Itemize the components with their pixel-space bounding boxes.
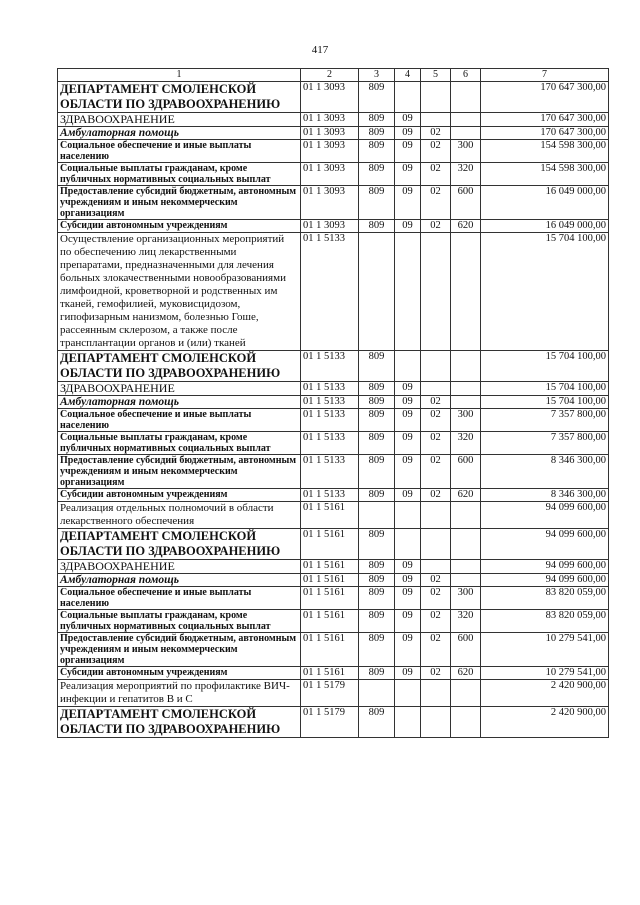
subsection-code xyxy=(421,233,451,351)
row-name: Предоставление субсидий бюджетным, автономным учреждениям и иным некоммерческим организациям xyxy=(58,455,301,489)
row-name: ДЕПАРТАМЕНТ СМОЛЕНСКОЙ ОБЛАСТИ ПО ЗДРАВООХРАНЕНИЮ xyxy=(58,707,301,738)
expense-type-code xyxy=(451,396,481,409)
subsection-code: 02 xyxy=(421,610,451,633)
table-row xyxy=(58,396,609,409)
column-number: 4 xyxy=(395,69,421,82)
target-article-code: 01 1 5161 xyxy=(301,529,359,560)
table-row xyxy=(58,163,609,186)
column-number: 6 xyxy=(451,69,481,82)
expense-type-code: 320 xyxy=(451,610,481,633)
expense-type-code xyxy=(451,529,481,560)
table-row xyxy=(58,667,609,680)
section-code: 09 xyxy=(395,432,421,455)
section-code: 09 xyxy=(395,489,421,502)
table-row xyxy=(58,140,609,163)
expense-type-code xyxy=(451,707,481,738)
subsection-code xyxy=(421,382,451,396)
target-article-code: 01 1 5133 xyxy=(301,351,359,382)
target-article-code: 01 1 3093 xyxy=(301,113,359,127)
amount: 154 598 300,00 xyxy=(481,163,609,186)
target-article-code: 01 1 5161 xyxy=(301,610,359,633)
amount: 94 099 600,00 xyxy=(481,529,609,560)
subsection-code xyxy=(421,707,451,738)
target-article-code: 01 1 5133 xyxy=(301,489,359,502)
table-row xyxy=(58,489,609,502)
amount: 7 357 800,00 xyxy=(481,409,609,432)
budget-table xyxy=(57,68,609,738)
target-article-code: 01 1 3093 xyxy=(301,127,359,140)
table-row xyxy=(58,351,609,382)
expense-type-code xyxy=(451,351,481,382)
department-code xyxy=(359,680,395,707)
target-article-code: 01 1 5161 xyxy=(301,502,359,529)
column-number: 3 xyxy=(359,69,395,82)
target-article-code: 01 1 3093 xyxy=(301,186,359,220)
amount: 15 704 100,00 xyxy=(481,233,609,351)
table-row xyxy=(58,409,609,432)
table-row xyxy=(58,233,609,351)
subsection-code: 02 xyxy=(421,396,451,409)
row-name: Социальное обеспечение и иные выплаты населению xyxy=(58,409,301,432)
row-name: Социальные выплаты гражданам, кроме публичных нормативных социальных выплат xyxy=(58,432,301,455)
expense-type-code: 620 xyxy=(451,667,481,680)
expense-type-code: 620 xyxy=(451,489,481,502)
subsection-code xyxy=(421,529,451,560)
subsection-code: 02 xyxy=(421,587,451,610)
amount: 7 357 800,00 xyxy=(481,432,609,455)
target-article-code: 01 1 5161 xyxy=(301,667,359,680)
expense-type-code xyxy=(451,680,481,707)
subsection-code: 02 xyxy=(421,455,451,489)
department-code: 809 xyxy=(359,351,395,382)
department-code: 809 xyxy=(359,382,395,396)
subsection-code: 02 xyxy=(421,409,451,432)
expense-type-code: 620 xyxy=(451,220,481,233)
target-article-code: 01 1 5133 xyxy=(301,455,359,489)
target-article-code: 01 1 5161 xyxy=(301,560,359,574)
department-code: 809 xyxy=(359,667,395,680)
row-name: Социальное обеспечение и иные выплаты населению xyxy=(58,140,301,163)
expense-type-code xyxy=(451,233,481,351)
target-article-code: 01 1 5133 xyxy=(301,396,359,409)
table-row xyxy=(58,186,609,220)
subsection-code: 02 xyxy=(421,574,451,587)
row-name: Социальные выплаты гражданам, кроме публичных нормативных социальных выплат xyxy=(58,610,301,633)
subsection-code xyxy=(421,113,451,127)
subsection-code: 02 xyxy=(421,667,451,680)
subsection-code: 02 xyxy=(421,186,451,220)
target-article-code: 01 1 3093 xyxy=(301,140,359,163)
subsection-code xyxy=(421,680,451,707)
table-row xyxy=(58,220,609,233)
target-article-code: 01 1 5161 xyxy=(301,574,359,587)
row-name: ЗДРАВООХРАНЕНИЕ xyxy=(58,113,301,127)
section-code: 09 xyxy=(395,409,421,432)
table-row xyxy=(58,113,609,127)
amount: 2 420 900,00 xyxy=(481,707,609,738)
amount: 154 598 300,00 xyxy=(481,140,609,163)
expense-type-code: 300 xyxy=(451,409,481,432)
amount: 15 704 100,00 xyxy=(481,396,609,409)
section-code: 09 xyxy=(395,140,421,163)
target-article-code: 01 1 5161 xyxy=(301,633,359,667)
row-name: Субсидии автономным учреждениям xyxy=(58,220,301,233)
table-row xyxy=(58,587,609,610)
section-code xyxy=(395,82,421,113)
department-code: 809 xyxy=(359,574,395,587)
department-code: 809 xyxy=(359,82,395,113)
column-number: 5 xyxy=(421,69,451,82)
amount: 10 279 541,00 xyxy=(481,667,609,680)
subsection-code: 02 xyxy=(421,489,451,502)
row-name: Амбулаторная помощь xyxy=(58,396,301,409)
column-number: 7 xyxy=(481,69,609,82)
section-code: 09 xyxy=(395,667,421,680)
target-article-code: 01 1 3093 xyxy=(301,163,359,186)
row-name: ЗДРАВООХРАНЕНИЕ xyxy=(58,560,301,574)
expense-type-code xyxy=(451,382,481,396)
column-number: 1 xyxy=(58,69,301,82)
department-code: 809 xyxy=(359,633,395,667)
expense-type-code xyxy=(451,502,481,529)
row-name: Предоставление субсидий бюджетным, автономным учреждениям и иным некоммерческим организациям xyxy=(58,633,301,667)
row-name: Реализация мероприятий по профилактике ВИЧ-инфекции и гепатитов В и С xyxy=(58,680,301,707)
table-row xyxy=(58,502,609,529)
department-code xyxy=(359,502,395,529)
section-code: 09 xyxy=(395,186,421,220)
section-code xyxy=(395,707,421,738)
subsection-code: 02 xyxy=(421,163,451,186)
section-code: 09 xyxy=(395,574,421,587)
target-article-code: 01 1 5133 xyxy=(301,382,359,396)
section-code xyxy=(395,529,421,560)
table-row xyxy=(58,633,609,667)
department-code xyxy=(359,233,395,351)
amount: 15 704 100,00 xyxy=(481,351,609,382)
row-name: Амбулаторная помощь xyxy=(58,127,301,140)
section-code: 09 xyxy=(395,163,421,186)
table-row xyxy=(58,127,609,140)
amount: 8 346 300,00 xyxy=(481,489,609,502)
row-name: Субсидии автономным учреждениям xyxy=(58,667,301,680)
amount: 94 099 600,00 xyxy=(481,574,609,587)
row-name: Осуществление организационных мероприятий по обеспечению лиц лекарственными препаратами, предназначенными для лечения больных злокачественными новообразованиями лимфоидной, кроветворной и родственных им тканей, гемофилией, муковисцидозом, гипофизарным нанизмом, болезнью Гоше, рассеянным склерозом, а также после трансплантации органов и (или) тканей xyxy=(58,233,301,351)
amount: 170 647 300,00 xyxy=(481,82,609,113)
target-article-code: 01 1 5133 xyxy=(301,409,359,432)
section-code xyxy=(395,233,421,351)
department-code: 809 xyxy=(359,409,395,432)
section-code xyxy=(395,502,421,529)
department-code: 809 xyxy=(359,163,395,186)
row-name: Социальное обеспечение и иные выплаты населению xyxy=(58,587,301,610)
amount: 10 279 541,00 xyxy=(481,633,609,667)
amount: 2 420 900,00 xyxy=(481,680,609,707)
column-number: 2 xyxy=(301,69,359,82)
row-name: Социальные выплаты гражданам, кроме публичных нормативных социальных выплат xyxy=(58,163,301,186)
table-row xyxy=(58,82,609,113)
table-row xyxy=(58,529,609,560)
expense-type-code xyxy=(451,560,481,574)
table-row xyxy=(58,680,609,707)
target-article-code: 01 1 5133 xyxy=(301,432,359,455)
amount: 16 049 000,00 xyxy=(481,220,609,233)
department-code: 809 xyxy=(359,127,395,140)
department-code: 809 xyxy=(359,529,395,560)
section-code: 09 xyxy=(395,382,421,396)
subsection-code: 02 xyxy=(421,633,451,667)
amount: 170 647 300,00 xyxy=(481,113,609,127)
row-name: ДЕПАРТАМЕНТ СМОЛЕНСКОЙ ОБЛАСТИ ПО ЗДРАВООХРАНЕНИЮ xyxy=(58,529,301,560)
section-code xyxy=(395,680,421,707)
amount: 83 820 059,00 xyxy=(481,610,609,633)
amount: 94 099 600,00 xyxy=(481,502,609,529)
department-code: 809 xyxy=(359,610,395,633)
expense-type-code: 600 xyxy=(451,633,481,667)
subsection-code xyxy=(421,502,451,529)
expense-type-code xyxy=(451,82,481,113)
row-name: Субсидии автономным учреждениям xyxy=(58,489,301,502)
column-number-row xyxy=(58,69,609,82)
amount: 8 346 300,00 xyxy=(481,455,609,489)
table-row xyxy=(58,707,609,738)
table-row xyxy=(58,455,609,489)
amount: 16 049 000,00 xyxy=(481,186,609,220)
row-name: ДЕПАРТАМЕНТ СМОЛЕНСКОЙ ОБЛАСТИ ПО ЗДРАВООХРАНЕНИЮ xyxy=(58,351,301,382)
department-code: 809 xyxy=(359,707,395,738)
target-article-code: 01 1 5161 xyxy=(301,587,359,610)
expense-type-code: 300 xyxy=(451,140,481,163)
expense-type-code: 600 xyxy=(451,186,481,220)
department-code: 809 xyxy=(359,396,395,409)
subsection-code: 02 xyxy=(421,140,451,163)
target-article-code: 01 1 5179 xyxy=(301,707,359,738)
table-row xyxy=(58,432,609,455)
section-code: 09 xyxy=(395,455,421,489)
subsection-code: 02 xyxy=(421,432,451,455)
subsection-code xyxy=(421,82,451,113)
department-code: 809 xyxy=(359,220,395,233)
subsection-code: 02 xyxy=(421,127,451,140)
page-number: 417 xyxy=(311,44,329,56)
expense-type-code: 320 xyxy=(451,432,481,455)
expense-type-code: 320 xyxy=(451,163,481,186)
target-article-code: 01 1 3093 xyxy=(301,220,359,233)
expense-type-code xyxy=(451,127,481,140)
row-name: Предоставление субсидий бюджетным, автономным учреждениям и иным некоммерческим организациям xyxy=(58,186,301,220)
department-code: 809 xyxy=(359,489,395,502)
table-row xyxy=(58,560,609,574)
row-name: Амбулаторная помощь xyxy=(58,574,301,587)
department-code: 809 xyxy=(359,587,395,610)
amount: 15 704 100,00 xyxy=(481,382,609,396)
section-code: 09 xyxy=(395,113,421,127)
expense-type-code: 300 xyxy=(451,587,481,610)
table-row xyxy=(58,574,609,587)
subsection-code xyxy=(421,351,451,382)
department-code: 809 xyxy=(359,455,395,489)
table-row xyxy=(58,382,609,396)
section-code: 09 xyxy=(395,560,421,574)
department-code: 809 xyxy=(359,560,395,574)
department-code: 809 xyxy=(359,113,395,127)
department-code: 809 xyxy=(359,186,395,220)
table-row xyxy=(58,610,609,633)
target-article-code: 01 1 5133 xyxy=(301,233,359,351)
row-name: ДЕПАРТАМЕНТ СМОЛЕНСКОЙ ОБЛАСТИ ПО ЗДРАВООХРАНЕНИЮ xyxy=(58,82,301,113)
section-code: 09 xyxy=(395,127,421,140)
target-article-code: 01 1 5179 xyxy=(301,680,359,707)
department-code: 809 xyxy=(359,432,395,455)
amount: 94 099 600,00 xyxy=(481,560,609,574)
section-code: 09 xyxy=(395,633,421,667)
row-name: Реализация отдельных полномочий в области лекарственного обеспечения xyxy=(58,502,301,529)
target-article-code: 01 1 3093 xyxy=(301,82,359,113)
section-code: 09 xyxy=(395,610,421,633)
section-code: 09 xyxy=(395,587,421,610)
row-name: ЗДРАВООХРАНЕНИЕ xyxy=(58,382,301,396)
section-code xyxy=(395,351,421,382)
section-code: 09 xyxy=(395,396,421,409)
amount: 83 820 059,00 xyxy=(481,587,609,610)
department-code: 809 xyxy=(359,140,395,163)
subsection-code xyxy=(421,560,451,574)
section-code: 09 xyxy=(395,220,421,233)
expense-type-code: 600 xyxy=(451,455,481,489)
amount: 170 647 300,00 xyxy=(481,127,609,140)
expense-type-code xyxy=(451,574,481,587)
expense-type-code xyxy=(451,113,481,127)
subsection-code: 02 xyxy=(421,220,451,233)
